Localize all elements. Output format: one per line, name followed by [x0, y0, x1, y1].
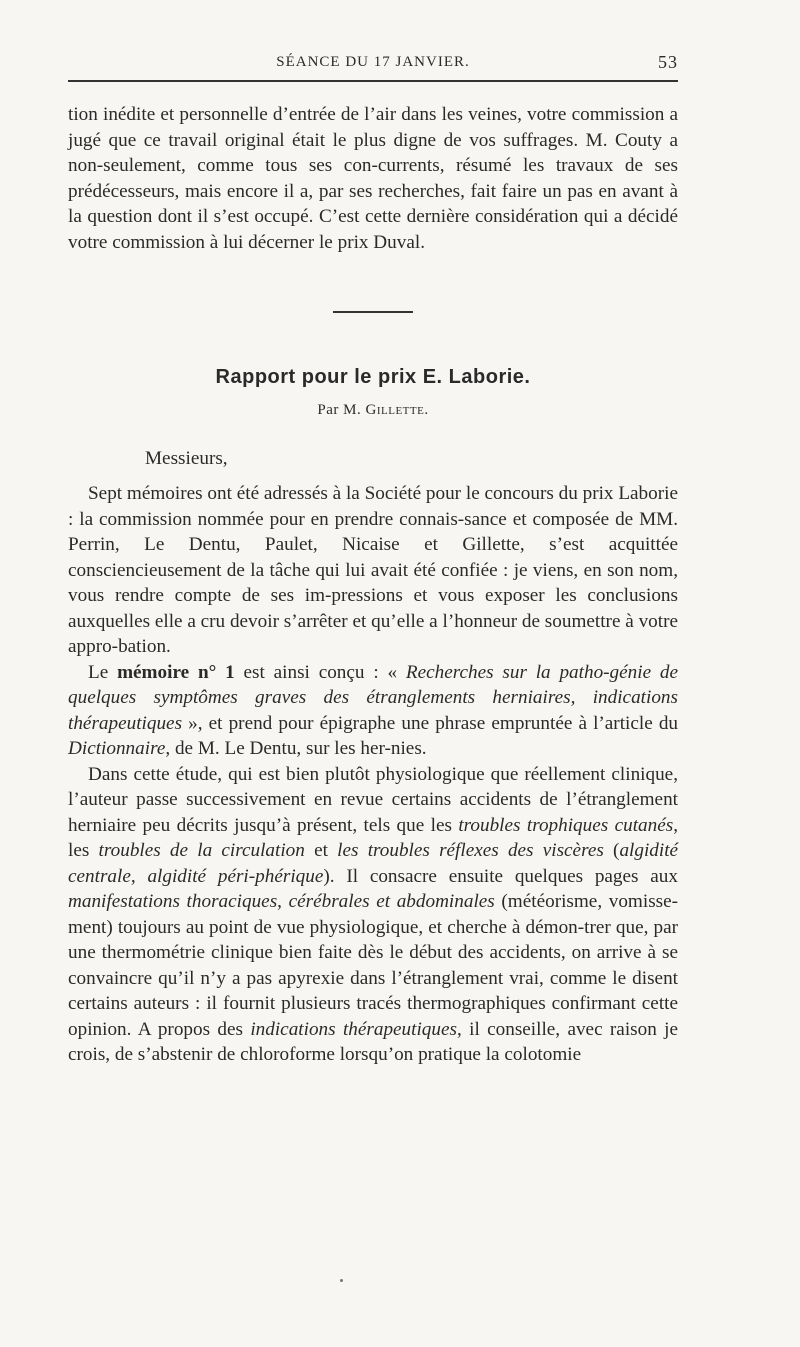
page-speck	[340, 1279, 343, 1282]
author-prefix: Par M.	[317, 402, 362, 418]
p3-italic-7: cérébrales et abdominales	[288, 891, 495, 912]
dictionary-reference: Dictionnaire	[68, 738, 166, 759]
p3-seg4: (	[613, 840, 620, 861]
paragraph-1: Sept mémoires ont été adressés à la Société pour le concours du prix Laborie : la commission nommée pour en prendre connais-sance et composée de MM. Perrin, Le Dentu, Paulet, Nicaise et Gillette, s’est acquittée consciencieusement de la tâche qui lui avait été confiée : je viens, en son nom, vous rendre compte de ses im-pressions et vous exposer les conclusions auxquelles elle a cru devoir s’arrêter et qu’elle a l’honneur de soumettre à votre appro-bation.	[68, 483, 678, 657]
p3-italic-4: algidité centrale	[68, 840, 679, 887]
p3-italic-6: manifestations thoraciques	[68, 891, 278, 912]
author-name: Gillette.	[365, 402, 429, 418]
p3-seg7: ,	[277, 891, 282, 912]
p3-seg2: , les	[68, 814, 678, 861]
p3-seg8: (météorisme, vomisse-ment) toujours au point de vue physiologique, et cherche à démon-trer que, par une thermométrie clinique bien faite dès le début des accidents, on arrive à se convaincre qu’il n’y a pas apyrexie dans l’étranglement vrai, comme le disent certains auteurs : il fournit plusieurs tracés thermographiques confirmant cette opinion. A propos des	[68, 891, 679, 1040]
author-line	[68, 402, 678, 419]
p3-italic-5: algidité péri-phérique	[147, 865, 324, 887]
p3-seg3: et	[314, 840, 328, 861]
header-rule	[68, 80, 678, 82]
p3-italic-8: indications thérapeutiques	[250, 1018, 457, 1040]
salutation: Messieurs,	[145, 448, 228, 469]
paragraph-3	[68, 762, 678, 1068]
p3-seg6: ). Il consacre ensuite quelques pages aux	[323, 865, 678, 887]
p3-seg1: Dans cette étude, qui est bien plutôt physiologique que réellement clinique, l’auteur passe successivement en revue certains accidents de l’étranglement herniaire peu décrits jusqu’à présent, tels que les	[68, 763, 678, 836]
memoire-label: mémoire n° 1	[117, 661, 235, 683]
p3-seg9: , il conseille, avec raison je crois, de s’abstenir de chloroforme lorsqu’on pratique la colotomie	[68, 1018, 678, 1065]
page-number: 53	[658, 52, 678, 72]
p3-italic-3: les troubles réflexes des viscères	[337, 840, 604, 861]
p3-italic-1: troubles trophiques cutanés	[458, 814, 674, 836]
document-page	[68, 44, 678, 1324]
p2-after-quote: », et prend pour épigraphe une phrase empruntée à l’article du	[188, 712, 679, 734]
p2-before-quote: est ainsi conçu : «	[243, 661, 398, 683]
report-title: Rapport pour le prix E. Laborie.	[215, 366, 531, 388]
section-separator	[333, 311, 413, 313]
p2-lead: Le	[88, 661, 109, 683]
page-header	[68, 44, 678, 84]
report-body	[68, 481, 678, 1068]
running-title: SÉANCE DU 17 JANVIER.	[276, 54, 470, 70]
p2-tail: , de M. Le Dentu, sur les her-nies.	[165, 738, 427, 759]
p3-italic-2: troubles de la circulation	[98, 840, 305, 861]
intro-paragraph: tion inédite et personnelle d’entrée de l’air dans les veines, votre commission a jugé que ce travail original était le plus digne de vos suffrages. M. Couty a non-seulement, comme tous ses con-currents, résumé les travaux de ses prédécesseurs, mais encore il a, par ses recherches, fait faire un pas en avant à la question dont il s’est occupé. C’est cette dernière considération qui a décidé votre commission à lui décerner le prix Duval.	[68, 104, 678, 253]
p3-seg5: ,	[130, 865, 136, 887]
paragraph-2	[68, 660, 678, 762]
memoire-title: Recherches sur la patho-génie de quelques symptômes graves des étranglements herniaires, indications thérapeutiques	[68, 661, 679, 734]
